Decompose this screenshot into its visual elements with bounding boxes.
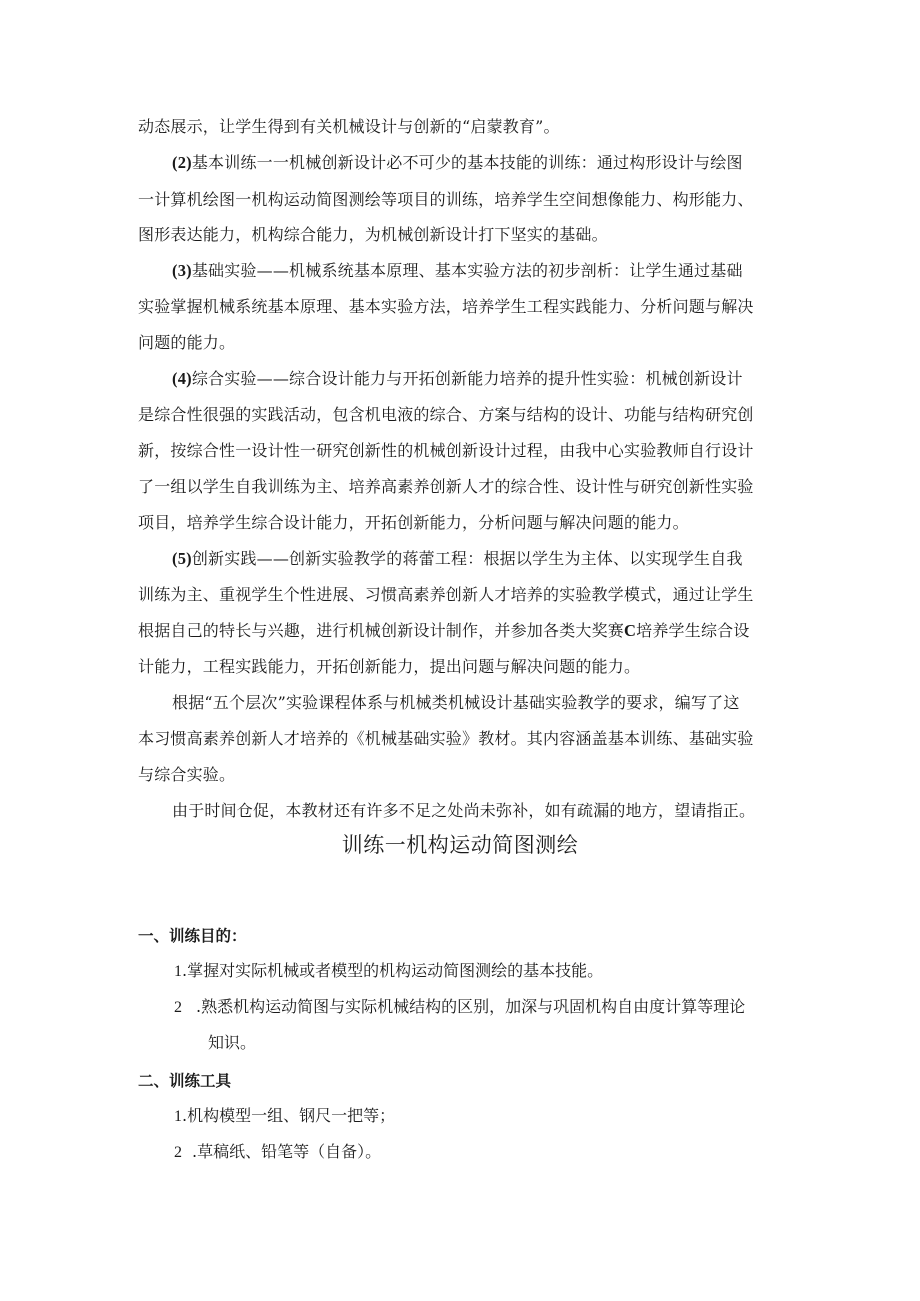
paragraph-4-line-2: 是综合性很强的实践活动，包含机电液的综合、方案与结构的设计、功能与结构研究创 (138, 405, 754, 424)
paragraph-number: (5) (172, 549, 192, 568)
item-text: .草稿纸、铅笔等（自备）。 (192, 1142, 382, 1161)
paragraph-4-line-3: 新，按综合性一设计性一研究创新性的机械创新设计过程，由我中心实验教师自行设计 (138, 441, 754, 460)
item-number: 2 (174, 999, 182, 1016)
paragraph-number: (3) (172, 261, 192, 280)
paragraph-text: 基础实验——机械系统基本原理、基本实验方法的初步剖析：让学生通过基础 (191, 261, 743, 280)
goal-heading: 一、训练目的： (138, 927, 247, 945)
paragraph-4-line-1 (172, 369, 743, 389)
paragraph-line: 动态展示，让学生得到有关机械设计与创新的“启蒙教育”。 (138, 117, 560, 136)
paragraph-number: (2) (172, 153, 192, 172)
goal-item-2 (174, 997, 745, 1018)
paragraph-5-line-2: 训练为主、重视学生个性进展、习惯高素养创新人才培养的实验教学模式，通过让学生 (138, 585, 754, 604)
paragraph-text: 创新实践——创新实验教学的蒋蕾工程：根据以学生为主体、以实现学生自我 (191, 549, 743, 568)
paragraph-5-line-1 (172, 549, 743, 569)
paragraph-4-line-4: 了一组以学生自我训练为主、培养高素养创新人才的综合性、设计性与研究创新性实验 (138, 477, 754, 496)
paragraph-number: (4) (172, 369, 192, 388)
paragraph-7-line: 由于时间仓促，本教材还有许多不足之处尚未弥补，如有疏漏的地方，望请指正。 (172, 801, 756, 820)
paragraph-4-line-5: 项目，培养学生综合设计能力，开拓创新能力，分析问题与解决问题的能力。 (138, 513, 689, 532)
item-number: 1 (174, 963, 182, 980)
paragraph-3-line-2: 实验掌握机械系统基本原理、基本实验方法，培养学生工程实践能力、分析问题与解决 (138, 297, 754, 316)
goal-item-1 (174, 961, 603, 982)
paragraph-2-line-2: 一计算机绘图一机构运动简图测绘等项目的训练，培养学生空间想像能力、构形能力、 (138, 190, 754, 209)
item-number: 1 (174, 1108, 182, 1125)
paragraph-text: 根据自己的特长与兴趣，进行机械创新设计制作，并参加各类大奖赛 (138, 621, 625, 640)
item-number: 2 (174, 1144, 182, 1161)
goal-item-2-continuation: 知识。 (208, 1033, 257, 1052)
section-title: 训练一机构运动简图测绘 (341, 833, 579, 857)
paragraph-6-line-2: 本习惯高素养创新人才培养的《机械基础实验》教材。其内容涵盖基本训练、基础实验 (138, 729, 754, 748)
paragraph-6-line-3: 与综合实验。 (138, 765, 236, 784)
paragraph-3-line-1 (172, 261, 743, 281)
paragraph-2-line-3: 图形表达能力，机构综合能力，为机械创新设计打下坚实的基础。 (138, 225, 608, 244)
tools-heading: 二、训练工具 (138, 1072, 232, 1090)
paragraph-text: 基本训练一一机械创新设计必不可少的基本技能的训练：通过构形设计与绘图 (191, 153, 743, 172)
paragraph-6-line-1: 根据“五个层次”实验课程体系与机械类机械设计基础实验教学的要求，编写了这 (172, 693, 740, 712)
item-text: .掌握对实际机械或者模型的机构运动简图测绘的基本技能。 (182, 961, 604, 980)
item-text: .机构模型一组、钢尺一把等； (182, 1106, 396, 1125)
paragraph-symbol: C (624, 621, 637, 640)
paragraph-2-line-1 (172, 153, 743, 173)
item-text: .熟悉机构运动简图与实际机械结构的区别，加深与巩固机构自由度计算等理论 (196, 997, 746, 1016)
paragraph-text: 培养学生综合设 (636, 621, 750, 640)
paragraph-5-line-3 (138, 621, 750, 641)
tool-item-1 (174, 1106, 395, 1127)
tool-item-2 (174, 1142, 381, 1163)
paragraph-3-line-3: 问题的能力。 (138, 333, 236, 352)
paragraph-text: 综合实验——综合设计能力与开拓创新能力培养的提升性实验：机械创新设计 (191, 369, 743, 388)
paragraph-5-line-4: 计能力，工程实践能力，开拓创新能力，提出问题与解决问题的能力。 (138, 657, 641, 676)
